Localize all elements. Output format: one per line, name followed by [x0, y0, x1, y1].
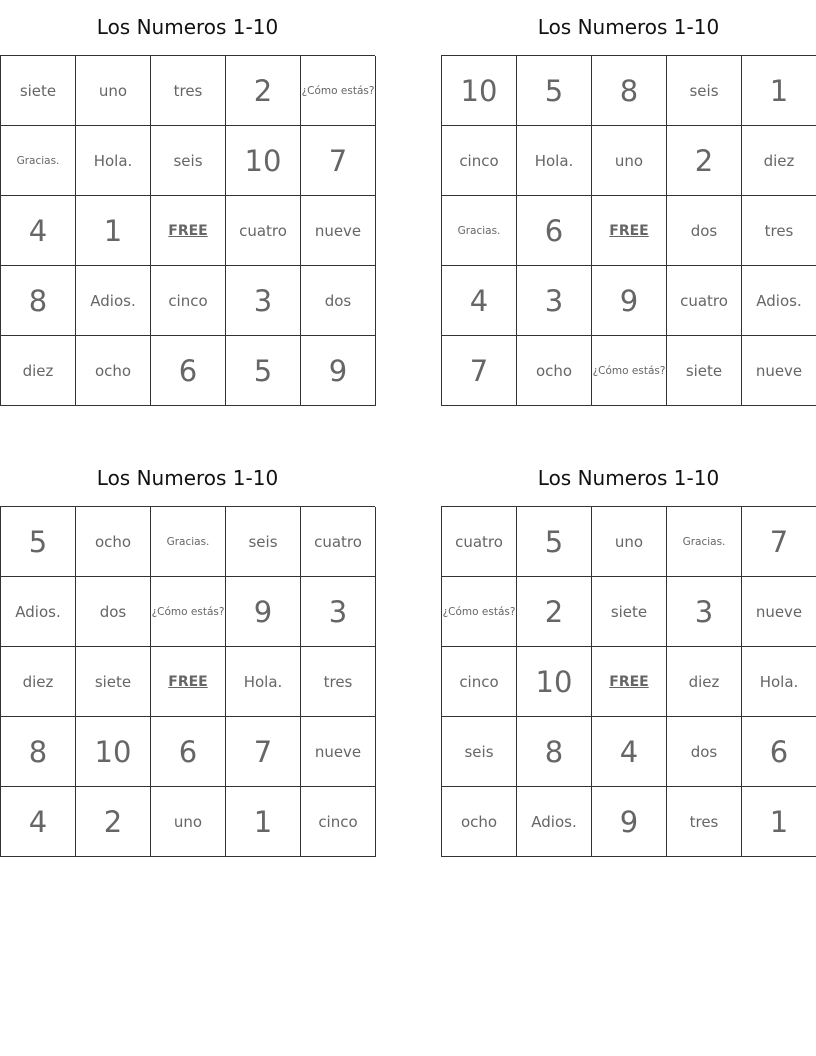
bingo-grid — [0, 55, 375, 406]
bingo-card-4 — [441, 451, 816, 857]
bingo-cell: Hola. — [226, 647, 301, 717]
free-space: FREE — [151, 196, 226, 266]
bingo-cell: dos — [301, 266, 376, 336]
bingo-cell: Hola. — [517, 126, 592, 196]
bingo-cell: Adios. — [742, 266, 816, 336]
bingo-cell: 5 — [226, 336, 301, 406]
bingo-cell: 4 — [1, 787, 76, 857]
bingo-cell: 9 — [592, 787, 667, 857]
bingo-cell: Gracias. — [151, 507, 226, 577]
bingo-grid — [441, 506, 816, 857]
bingo-cell: 2 — [226, 56, 301, 126]
bingo-cell: 4 — [592, 717, 667, 787]
bingo-cell: siete — [76, 647, 151, 717]
bingo-cell: diez — [1, 647, 76, 717]
bingo-cell: seis — [442, 717, 517, 787]
bingo-cell: 10 — [442, 56, 517, 126]
bingo-cell: Hola. — [76, 126, 151, 196]
bingo-cell: 8 — [592, 56, 667, 126]
bingo-cell: cuatro — [301, 507, 376, 577]
bingo-cell: cuatro — [667, 266, 742, 336]
bingo-cell: 1 — [742, 56, 816, 126]
card-title: Los Numeros 1-10 — [96, 466, 279, 490]
bingo-cell: 3 — [517, 266, 592, 336]
bingo-cell: nueve — [742, 336, 816, 406]
free-space: FREE — [592, 647, 667, 717]
bingo-cell: 8 — [1, 266, 76, 336]
bingo-cell: tres — [742, 196, 816, 266]
bingo-cell: 7 — [301, 126, 376, 196]
bingo-cell: 4 — [442, 266, 517, 336]
bingo-cell: 3 — [301, 577, 376, 647]
bingo-cell: ¿Cómo estás? — [442, 577, 517, 647]
bingo-cell: 10 — [76, 717, 151, 787]
bingo-cell: seis — [226, 507, 301, 577]
bingo-cell: ¿Cómo estás? — [592, 336, 667, 406]
card-title: Los Numeros 1-10 — [537, 466, 720, 490]
bingo-cell: cinco — [151, 266, 226, 336]
bingo-card-3 — [0, 451, 375, 857]
bingo-cell: 5 — [517, 56, 592, 126]
bingo-cell: ocho — [517, 336, 592, 406]
bingo-cell: 2 — [76, 787, 151, 857]
bingo-cell: tres — [301, 647, 376, 717]
bingo-cell: cinco — [442, 647, 517, 717]
bingo-cell: cinco — [442, 126, 517, 196]
bingo-cell: diez — [742, 126, 816, 196]
bingo-cell: tres — [151, 56, 226, 126]
bingo-cell: 2 — [517, 577, 592, 647]
bingo-cell: siete — [592, 577, 667, 647]
bingo-cell: 6 — [151, 717, 226, 787]
bingo-cell: cuatro — [226, 196, 301, 266]
bingo-cell: 5 — [517, 507, 592, 577]
bingo-cell: 1 — [76, 196, 151, 266]
card-title: Los Numeros 1-10 — [96, 15, 279, 39]
bingo-card-1 — [0, 0, 375, 406]
bingo-cell: uno — [592, 507, 667, 577]
bingo-cell: seis — [151, 126, 226, 196]
bingo-cell: ¿Cómo estás? — [151, 577, 226, 647]
bingo-cell: 7 — [442, 336, 517, 406]
bingo-cell: uno — [592, 126, 667, 196]
bingo-cell: ocho — [76, 336, 151, 406]
bingo-cell: dos — [76, 577, 151, 647]
bingo-cell: 10 — [517, 647, 592, 717]
bingo-cell: 3 — [226, 266, 301, 336]
bingo-cell: 8 — [517, 717, 592, 787]
card-title: Los Numeros 1-10 — [537, 15, 720, 39]
bingo-cell: seis — [667, 56, 742, 126]
bingo-cell: Adios. — [76, 266, 151, 336]
bingo-cell: 7 — [226, 717, 301, 787]
bingo-cell: nueve — [301, 717, 376, 787]
bingo-cell: dos — [667, 717, 742, 787]
bingo-cell: ¿Cómo estás? — [301, 56, 376, 126]
bingo-cell: cinco — [301, 787, 376, 857]
bingo-cell: 6 — [742, 717, 816, 787]
bingo-cell: uno — [151, 787, 226, 857]
bingo-cell: 1 — [226, 787, 301, 857]
bingo-cell: Gracias. — [1, 126, 76, 196]
free-space: FREE — [592, 196, 667, 266]
bingo-cell: 6 — [151, 336, 226, 406]
bingo-cell: 9 — [226, 577, 301, 647]
bingo-grid — [0, 506, 375, 857]
free-space: FREE — [151, 647, 226, 717]
bingo-cell: 2 — [667, 126, 742, 196]
bingo-cell: nueve — [301, 196, 376, 266]
bingo-cell: siete — [1, 56, 76, 126]
bingo-cell: 9 — [301, 336, 376, 406]
bingo-cell: diez — [1, 336, 76, 406]
bingo-cell: 5 — [1, 507, 76, 577]
bingo-cell: 1 — [742, 787, 816, 857]
bingo-cell: Adios. — [517, 787, 592, 857]
bingo-cell: uno — [76, 56, 151, 126]
bingo-cell: dos — [667, 196, 742, 266]
bingo-cell: ocho — [76, 507, 151, 577]
bingo-cell: 8 — [1, 717, 76, 787]
bingo-grid — [441, 55, 816, 406]
bingo-cell: Adios. — [1, 577, 76, 647]
bingo-cell: cuatro — [442, 507, 517, 577]
bingo-cell: tres — [667, 787, 742, 857]
bingo-cell: 10 — [226, 126, 301, 196]
bingo-cell: Hola. — [742, 647, 816, 717]
bingo-cell: 4 — [1, 196, 76, 266]
bingo-cell: 7 — [742, 507, 816, 577]
bingo-cell: Gracias. — [667, 507, 742, 577]
bingo-cell: siete — [667, 336, 742, 406]
bingo-cell: diez — [667, 647, 742, 717]
bingo-cell: 9 — [592, 266, 667, 336]
bingo-cell: nueve — [742, 577, 816, 647]
bingo-cell: Gracias. — [442, 196, 517, 266]
bingo-card-2 — [441, 0, 816, 406]
bingo-cell: 3 — [667, 577, 742, 647]
bingo-cell: 6 — [517, 196, 592, 266]
bingo-cell: ocho — [442, 787, 517, 857]
